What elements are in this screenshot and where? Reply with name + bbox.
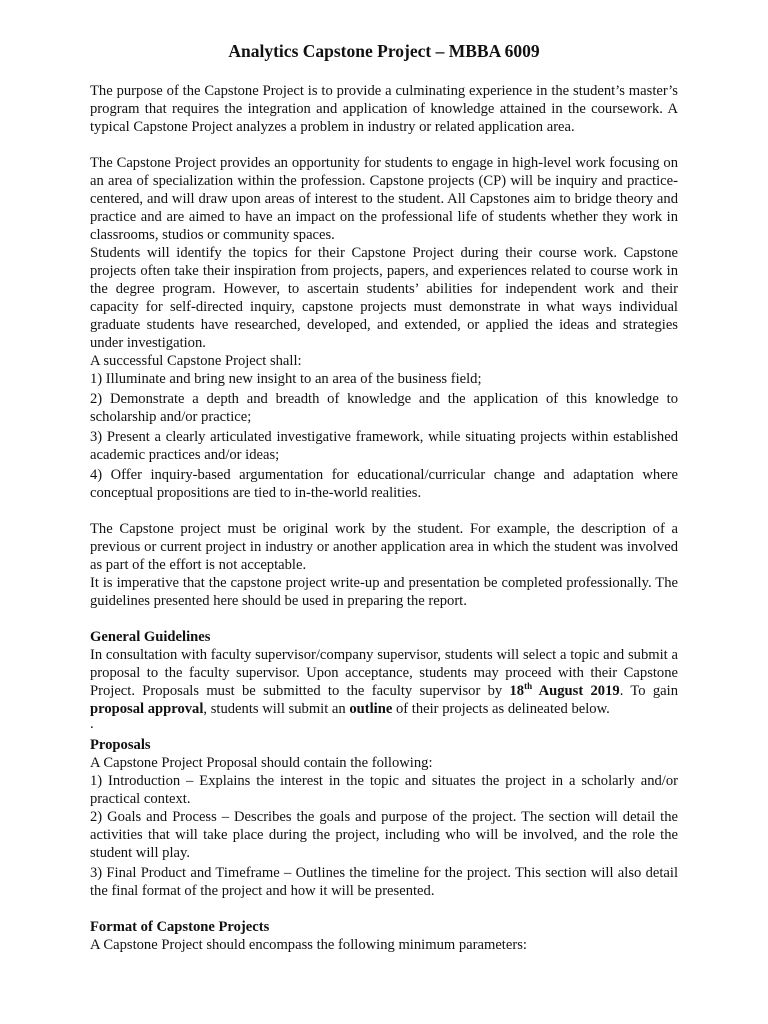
outline-bold: outline (349, 701, 393, 717)
criteria-item-4: 4) Offer inquiry-based argumentation for educational/curricular change and adaptation where conceptual propositions are tied to in-the-world realities. (90, 467, 678, 501)
criteria-item-1: 1) Illuminate and bring new insight to an area of the business field; (90, 371, 482, 387)
intro-paragraph-3: Students will identify the topics for their Capstone Project during their course work. Capstone projects often take their inspiration from projects, papers, and experiences related to course work in the degree program. However, to ascertain students’ abilities for independent work and their capacity for self-directed inquiry, capstone projects must demonstrate in what ways individual graduate students have researched, developed, and extended, or applied the ideas and strategies under investigation. (90, 245, 678, 351)
format-heading: Format of Capstone Projects (90, 919, 270, 935)
general-text-4: of their projects as delineated below. (392, 701, 610, 717)
intro-paragraph-1: The purpose of the Capstone Project is to provide a culminating experience in the student’s master’s program that requires the integration and application of knowledge attained in the coursework. A typical Capstone Project analyzes a problem in industry or related application area. (90, 83, 678, 135)
originality-paragraph: The Capstone project must be original work by the student. For example, the description of a previous or current project in industry or another application area in which the student was involved as part of the effort is not acceptable. (90, 521, 678, 573)
proposal-item-2: 2) Goals and Process – Describes the goals and purpose of the project. The section will detail the activities that will take place during the project, including who will be involved, and the role the student will play. (90, 809, 678, 861)
intro-paragraph-2: The Capstone Project provides an opportunity for students to engage in high-level work focusing on an area of specialization within the profession. Capstone projects (CP) will be inquiry and practice-centered, and will draw upon areas of interest to the student. All Capstones aim to bridge theory and practice and are aimed to have an impact on the professional life of students whether they work in classrooms, studios or community spaces. (90, 155, 678, 243)
proposal-approval-bold: proposal approval (90, 701, 204, 717)
general-guidelines-heading: General Guidelines (90, 629, 211, 645)
proposal-item-1: 1) Introduction – Explains the interest in the topic and situates the project in a scholarly and/or practical context. (90, 773, 678, 807)
proposal-item-3: 3) Final Product and Timeframe – Outlines the timeline for the project. This section will also detail the final format of the project and how it will be presented. (90, 865, 678, 899)
intro-paragraph-4: A successful Capstone Project shall: (90, 353, 302, 369)
deadline-date (510, 683, 620, 699)
proposals-intro: A Capstone Project Proposal should contain the following: (90, 755, 433, 771)
general-guidelines-paragraph (90, 646, 678, 718)
criteria-item-3: 3) Present a clearly articulated investigative framework, while situating projects within established academic practices and/or ideas; (90, 429, 678, 463)
general-text-3: , students will submit an (203, 701, 350, 717)
deadline-day: 18 (509, 683, 525, 699)
format-intro: A Capstone Project should encompass the following minimum parameters: (90, 937, 527, 953)
document-title: Analytics Capstone Project – MBBA 6009 (228, 41, 540, 61)
deadline-month-year: August 2019 (532, 683, 620, 699)
general-text-1: In consultation with faculty supervisor/company supervisor, students will select a topic and submit a proposal to the faculty supervisor. Upon acceptance, students may proceed with their Capstone Project. Proposals must be submitted to the faculty supervisor by (90, 647, 678, 699)
deadline-suffix: th (524, 681, 533, 692)
criteria-item-2: 2) Demonstrate a depth and breadth of knowledge and the application of this knowledge to scholarship and/or practice; (90, 391, 678, 425)
stray-dot: . (90, 716, 94, 732)
proposals-heading: Proposals (90, 737, 151, 753)
general-text-2: . To gain (619, 683, 678, 699)
professionalism-paragraph: It is imperative that the capstone project write-up and presentation be completed professionally. The guidelines presented here should be used in preparing the report. (90, 575, 678, 609)
